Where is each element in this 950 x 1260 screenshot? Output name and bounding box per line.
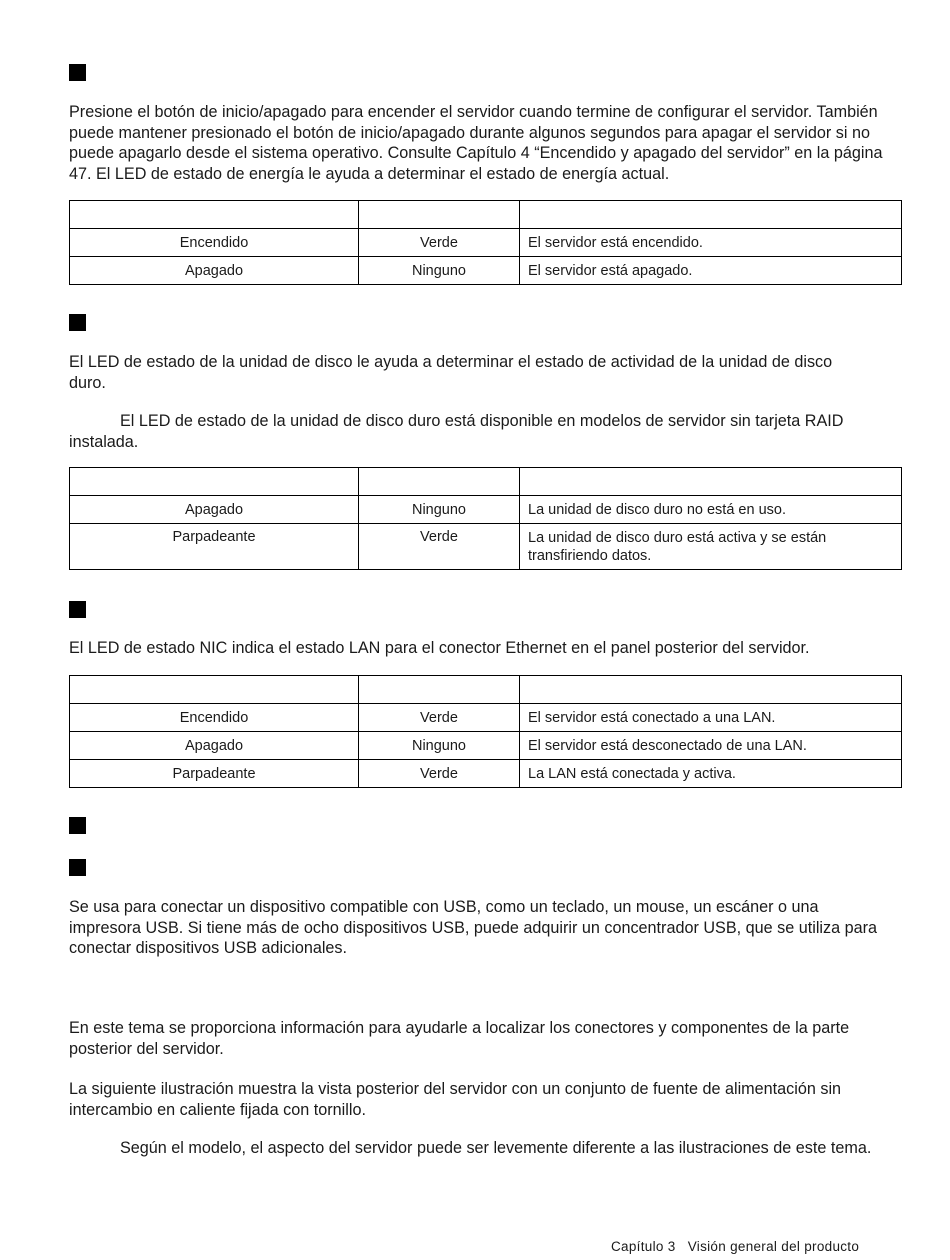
description-cell: El servidor está conectado a una LAN. [520,704,902,732]
rear-view-paragraph-2: La siguiente ilustración muestra la vista posterior del servidor con un conjunto de fuente de alimentación sin intercambio en caliente fijada con tornillo. [69,1080,842,1119]
section-marker-power [69,64,86,81]
status-cell: Apagado [70,496,359,524]
header-cell [520,676,902,704]
description-cell: La unidad de disco duro no está en uso. [520,496,902,524]
status-cell: Parpadeante [70,760,359,788]
hdd-note: El LED de estado de la unidad de disco duro está disponible en modelos de servidor sin tarjeta RAID instalada. [69,412,844,451]
section-marker-nic [69,601,86,618]
table-row [70,760,902,788]
description-cell: La unidad de disco duro está activa y se están transfiriendo datos. [520,524,902,570]
header-cell [520,468,902,496]
usb-paragraph: Se usa para conectar un dispositivo compatible con USB, como un teclado, un mouse, un escáner o una impresora USB. Si tiene más de ocho dispositivos USB, puede adquirir un concentrador USB, que se utiliza para conectar dispositivos USB adicionales. [69,898,877,958]
table-row [70,257,902,285]
table-row [70,704,902,732]
description-cell: El servidor está encendido. [520,229,902,257]
header-cell [70,676,359,704]
page-footer [611,1239,859,1254]
section-marker-hdd [69,314,86,331]
description-cell: La LAN está conectada y activa. [520,760,902,788]
color-cell: Verde [359,524,520,570]
hdd-led-table [69,467,902,570]
table-row [70,229,902,257]
color-cell: Verde [359,704,520,732]
table-header-row [70,201,902,229]
nic-paragraph: El LED de estado NIC indica el estado LAN para el conector Ethernet en el panel posterior del servidor. [69,639,810,657]
header-cell [359,468,520,496]
section-marker-4 [69,817,86,834]
description-cell: El servidor está desconectado de una LAN. [520,732,902,760]
table-header-row [70,468,902,496]
power-paragraph: Presione el botón de inicio/apagado para encender el servidor cuando termine de configurar el servidor. También puede mantener presionado el botón de inicio/apagado durante algunos segundos para apagar el servidor si no puede apagarlo desde el sistema operativo. Consulte Capítulo 4 “Encendido y apagado del servidor” en la página 47. El LED de estado de energía le ayuda a determinar el estado de energía actual. [69,103,883,183]
color-cell: Verde [359,760,520,788]
status-cell: Apagado [70,732,359,760]
section-marker-usb [69,859,86,876]
table-row [70,496,902,524]
table-row [70,732,902,760]
status-cell: Encendido [70,704,359,732]
footer-title: Visión general del producto [687,1239,860,1254]
status-cell: Encendido [70,229,359,257]
status-cell: Apagado [70,257,359,285]
table-header-row [70,676,902,704]
header-cell [520,201,902,229]
color-cell: Ninguno [359,257,520,285]
rear-view-note: Según el modelo, el aspecto del servidor puede ser levemente diferente a las ilustraciones de este tema. [120,1139,872,1157]
color-cell: Ninguno [359,496,520,524]
header-cell [70,201,359,229]
rear-view-paragraph-1: En este tema se proporciona información para ayudarle a localizar los conectores y componentes de la parte posterior del servidor. [69,1019,850,1058]
footer-chapter: Capítulo 3 [611,1239,676,1254]
color-cell: Verde [359,229,520,257]
hdd-paragraph: El LED de estado de la unidad de disco le ayuda a determinar el estado de actividad de la unidad de disco duro. [69,353,833,392]
header-cell [359,201,520,229]
color-cell: Ninguno [359,732,520,760]
status-cell: Parpadeante [70,524,359,570]
header-cell [359,676,520,704]
header-cell [70,468,359,496]
nic-led-table [69,675,902,788]
description-cell: El servidor está apagado. [520,257,902,285]
table-row [70,524,902,570]
power-led-table [69,200,902,285]
